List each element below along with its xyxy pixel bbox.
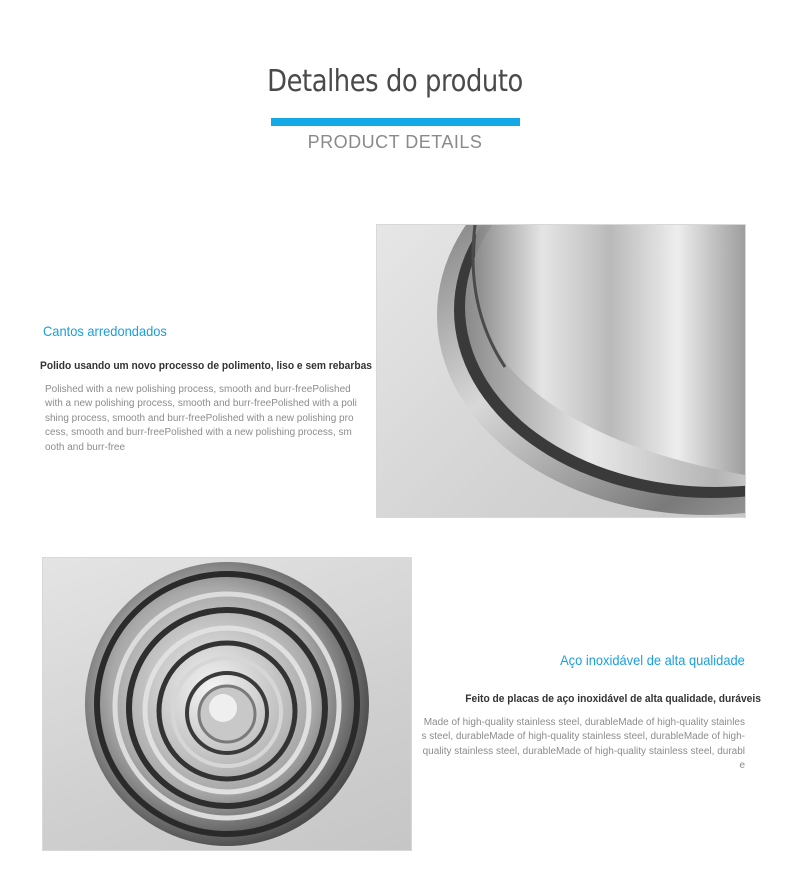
- nested-bowls-illustration: [43, 558, 411, 850]
- title-accent-bar: [271, 118, 520, 126]
- page-title: Detalhes do produto: [267, 64, 523, 99]
- section-subheading-polishing: Polido usando um novo processo de polimento, liso e sem rebarbas: [40, 360, 372, 372]
- section-heading-stainless-steel: Aço inoxidável de alta qualidade: [560, 652, 745, 668]
- section-subheading-durable: Feito de placas de aço inoxidável de alta qualidade, duráveis: [465, 693, 761, 705]
- page-subtitle: PRODUCT DETAILS: [307, 132, 483, 152]
- section-heading-rounded-corners: Cantos arredondados: [43, 323, 167, 339]
- section-body-durable: Made of high-quality stainless steel, durableMade of high-quality stainless steel, durableMade of high-quality stainless steel, durableMade of high-quality stainless steel, durableMade of high-quality stainless steel, durable: [421, 717, 745, 772]
- bowl-rim-photo: [376, 224, 746, 518]
- nested-bowls-photo: [42, 557, 412, 851]
- bowl-rim-illustration: [377, 225, 745, 517]
- page-header: [0, 60, 790, 104]
- section-body-polishing: Polished with a new polishing process, smooth and burr-freePolished with a new polishing process, smooth and burr-freePolished with a polishing process, smooth and burr-freePolished with a new polishing process, smooth and burr-freePolished with a new polishing process, smooth and burr-free: [45, 384, 357, 453]
